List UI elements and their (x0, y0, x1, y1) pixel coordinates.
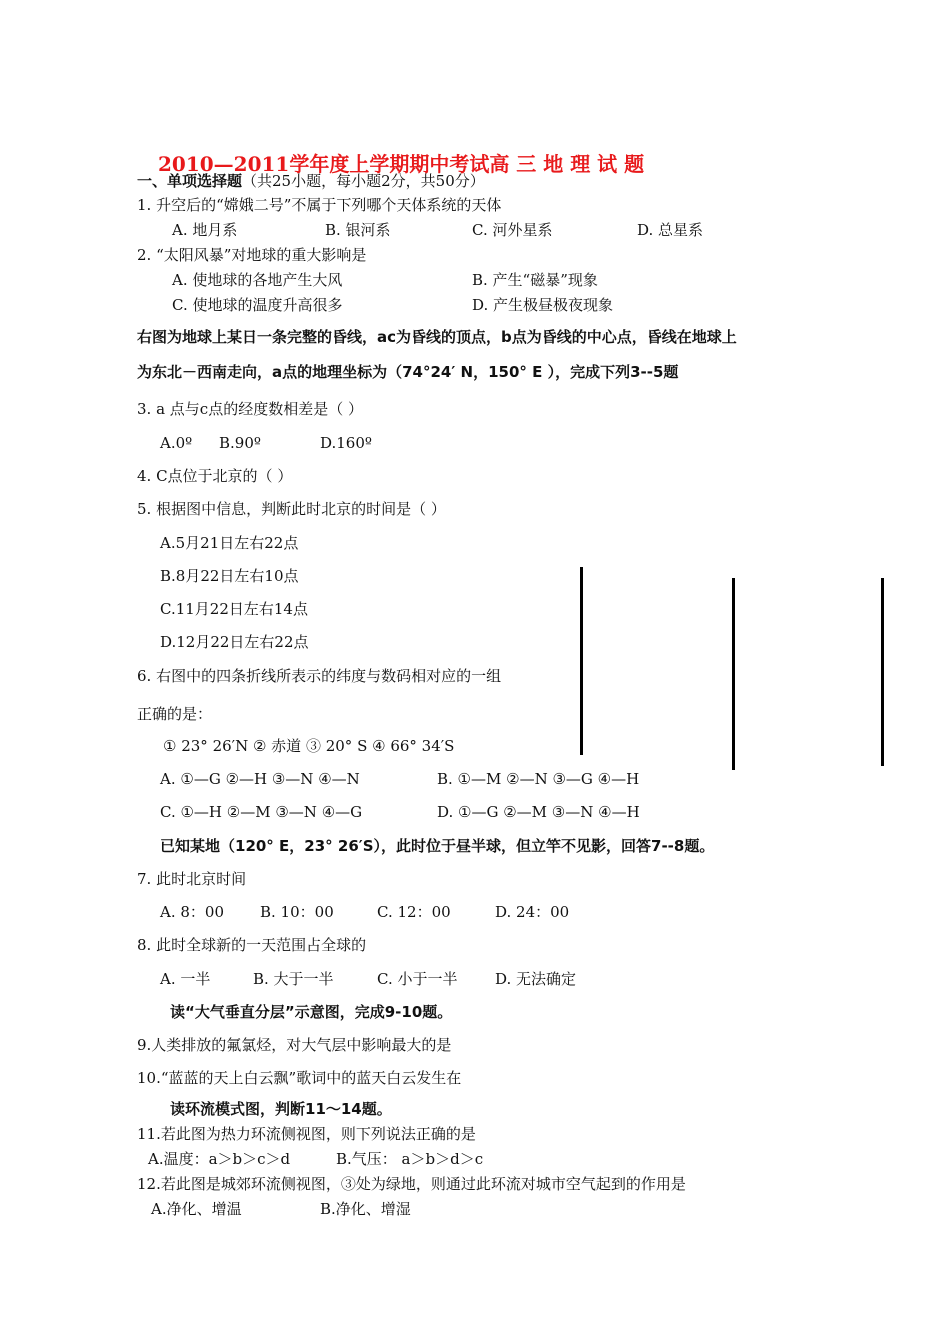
q6-option-d: D. ①—G ②—M ③—N ④—H (437, 803, 640, 821)
q1-stem: 1. 升空后的“嫦娥二号”不属于下列哪个天体系统的天体 (137, 196, 502, 214)
q11-option-b: B.气压： a＞b＞d＞c (336, 1150, 484, 1168)
intro-q11-14: 读环流模式图，判断11～14题。 (170, 1100, 392, 1118)
section-header (137, 171, 485, 191)
q11-stem: 11.若此图为热力环流侧视图，则下列说法正确的是 (137, 1125, 476, 1143)
intro-q7-8: 已知某地（120° E，23° 26′S），此时位于昼半球，但立竿不见影，回答7--8题。 (160, 837, 715, 855)
q6-option-b: B. ①—M ②—N ③—G ④—H (437, 770, 640, 788)
q5-option-a: A.5月21日左右22点 (160, 534, 299, 552)
q6-stem-line2: 正确的是： (137, 705, 213, 723)
figure-line-3 (881, 578, 884, 766)
q1-option-c: C. 河外星系 (472, 221, 553, 239)
q7-option-b: B. 10：00 (260, 903, 334, 921)
q2-option-c: C. 使地球的温度升高很多 (172, 296, 343, 314)
q4-stem: 4. C点位于北京的（ ） (137, 467, 293, 485)
q1-option-b: B. 银河系 (325, 221, 391, 239)
q7-option-c: C. 12：00 (377, 903, 451, 921)
page-title: 2010—2011学年度上学期期中考试高 三 地 理 试 题 (158, 152, 645, 176)
q9-stem: 9.人类排放的氟氯烃，对大气层中影响最大的是 (137, 1036, 452, 1054)
q8-option-b: B. 大于一半 (253, 970, 334, 988)
q11-option-a: A.温度：a＞b＞c＞d (148, 1150, 291, 1168)
q5-option-d: D.12月22日左右22点 (160, 633, 309, 651)
q12-stem: 12.若此图是城郊环流侧视图，③处为绿地，则通过此环流对城市空气起到的作用是 (137, 1175, 686, 1193)
q8-option-d: D. 无法确定 (495, 970, 577, 988)
q2-option-b: B. 产生“磁暴”现象 (472, 271, 598, 289)
q5-stem: 5. 根据图中信息，判断此时北京的时间是（ ） (137, 500, 446, 518)
q8-stem: 8. 此时全球新的一天范围占全球的 (137, 936, 367, 954)
q3-option-b: B.90º (219, 434, 261, 452)
figure-line-1 (580, 567, 583, 755)
intro-q3-5-line2: 为东北－西南走向，a点的地理坐标为（74°24′ N，150° E ），完成下列3--5题 (137, 363, 679, 381)
q3-option-a: A.0º (160, 434, 193, 452)
section-heading: 一、单项选择题 (137, 172, 243, 190)
intro-q3-5-line1: 右图为地球上某日一条完整的昏线，ac为昏线的顶点，b点为昏线的中心点，昏线在地球上 (137, 328, 737, 346)
q7-option-a: A. 8：00 (160, 903, 224, 921)
q6-stem-line1: 6. 右图中的四条折线所表示的纬度与数码相对应的一组 (137, 667, 502, 685)
q10-stem: 10.“蓝蓝的天上白云飘”歌词中的蓝天白云发生在 (137, 1069, 462, 1087)
figure-line-2 (732, 578, 735, 770)
q1-option-a: A. 地月系 (172, 221, 238, 239)
q1-option-d: D. 总星系 (637, 221, 704, 239)
q8-option-c: C. 小于一半 (377, 970, 458, 988)
q6-option-a: A. ①—G ②—H ③—N ④—N (160, 770, 360, 788)
q2-stem: 2. “太阳风暴”对地球的重大影响是 (137, 246, 367, 264)
q12-option-b: B.净化、增湿 (320, 1200, 411, 1218)
q5-option-b: B.8月22日左右10点 (160, 567, 299, 585)
q6-items: ① 23° 26′N ② 赤道 ③ 20° S ④ 66° 34′S (163, 737, 455, 755)
q7-option-d: D. 24：00 (495, 903, 570, 921)
q5-option-c: C.11月22日左右14点 (160, 600, 308, 618)
q6-option-c: C. ①—H ②—M ③—N ④—G (160, 803, 363, 821)
q3-stem: 3. a 点与c点的经度数相差是（ ） (137, 400, 363, 418)
intro-q9-10: 读“大气垂直分层”示意图，完成9-10题。 (170, 1003, 453, 1021)
q12-option-a: A.净化、增温 (151, 1200, 242, 1218)
q8-option-a: A. 一半 (160, 970, 211, 988)
q2-option-d: D. 产生极昼极夜现象 (472, 296, 614, 314)
q2-option-a: A. 使地球的各地产生大风 (172, 271, 343, 289)
q3-option-d: D.160º (320, 434, 372, 452)
q7-stem: 7. 此时北京时间 (137, 870, 247, 888)
section-note: （共25小题，每小题2分，共50分） (242, 172, 485, 190)
